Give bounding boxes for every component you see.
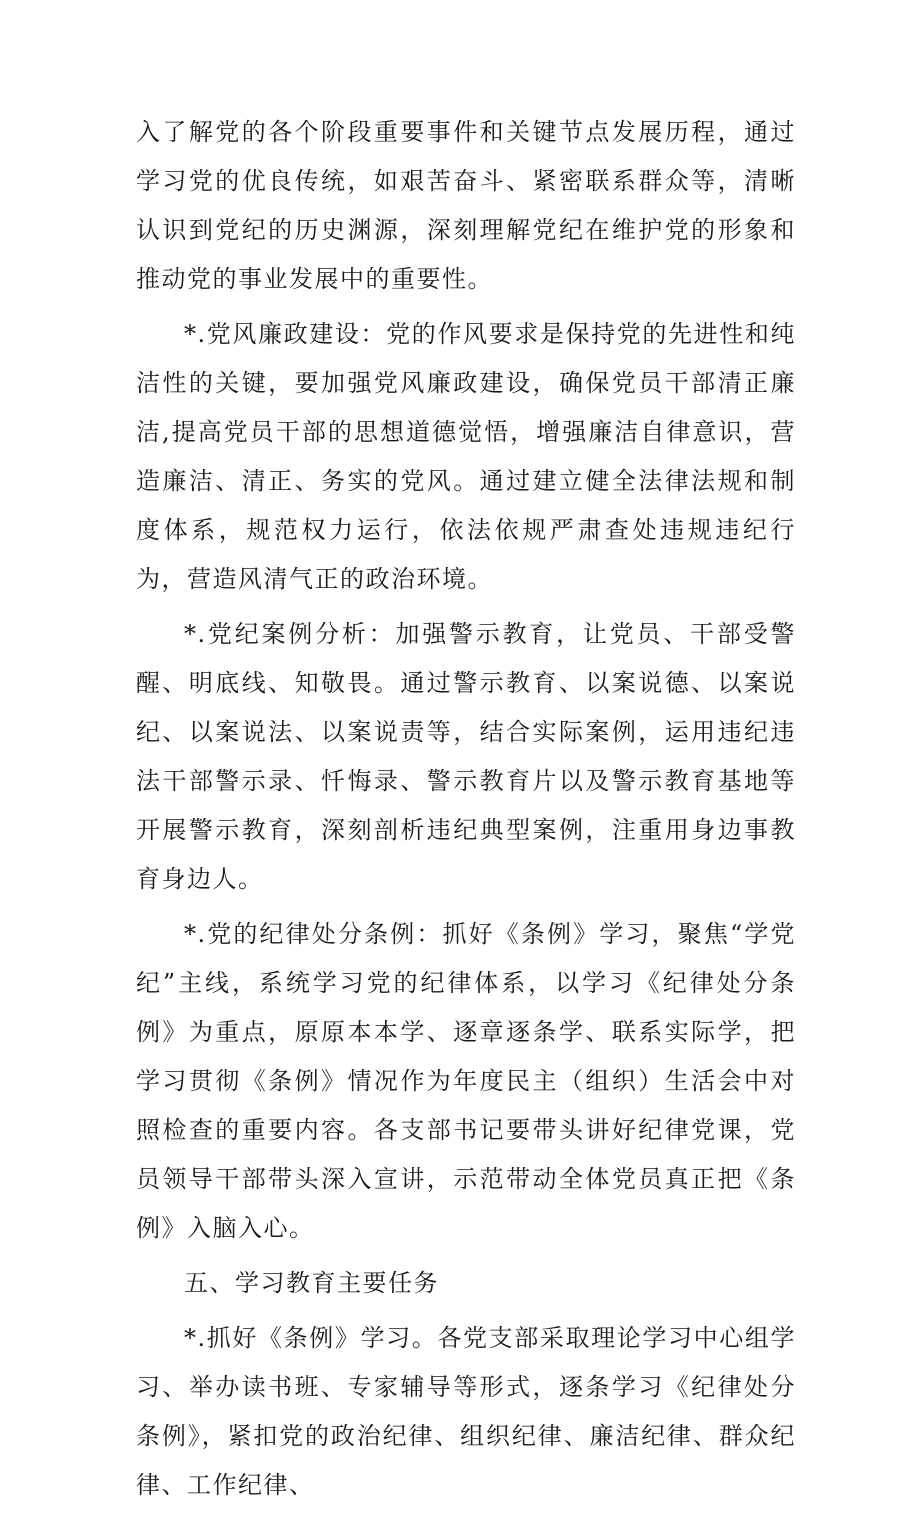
document-body bbox=[136, 108, 796, 1516]
paragraph-party-history: 入了解党的各个阶段重要事件和关键节点发展历程，通过学习党的优良传统，如艰苦奋斗、紧密联系群众等，清晰认识到党纪的历史渊源，深刻理解党纪在维护党的形象和推动党的事业发展中的重要性。 bbox=[136, 118, 796, 293]
paragraph-integrity-building: *.党风廉政建设：党的作风要求是保持党的先进性和纯洁性的关键，要加强党风廉政建设，确保党员干部清正廉洁,提高党员干部的思想道德觉悟，增强廉洁自律意识，营造廉洁、清正、务实的党风。通过建立健全法律法规和制度体系，规范权力运行，依法依规严肃查处违规违纪行为，营造风清气正的政治环境。 bbox=[136, 320, 796, 593]
section-heading: 五、学习教育主要任务 bbox=[184, 1269, 439, 1297]
paragraph-disciplinary-regulations: *.党的纪律处分条例：抓好《条例》学习，聚焦“学党纪”主线，系统学习党的纪律体系，以学习《纪律处分条例》为重点，原原本本学、逐章逐条学、联系实际学，把学习贯彻《条例》情况作为年度民主（组织）生活会中对照检查的重要内容。各支部书记要带头讲好纪律党课，党员领导干部带头深入宣讲，示范带动全体党员真正把《条例》入脑入心。 bbox=[136, 920, 796, 1242]
paragraph-study-regulations: *.抓好《条例》学习。各党支部采取理论学习中心组学习、举办读书班、专家辅导等形式，逐条学习《纪律处分条例》，紧扣党的政治纪律、组织纪律、廉洁纪律、群众纪律、工作纪律、 bbox=[136, 1324, 796, 1499]
paragraph-case-analysis: *.党纪案例分析：加强警示教育，让党员、干部受警醒、明底线、知敬畏。通过警示教育、以案说德、以案说纪、以案说法、以案说责等，结合实际案例，运用违纪违法干部警示录、忏悔录、警示教育片以及警示教育基地等开展警示教育，深刻剖析违纪典型案例，注重用身边事教育身边人。 bbox=[136, 620, 796, 893]
